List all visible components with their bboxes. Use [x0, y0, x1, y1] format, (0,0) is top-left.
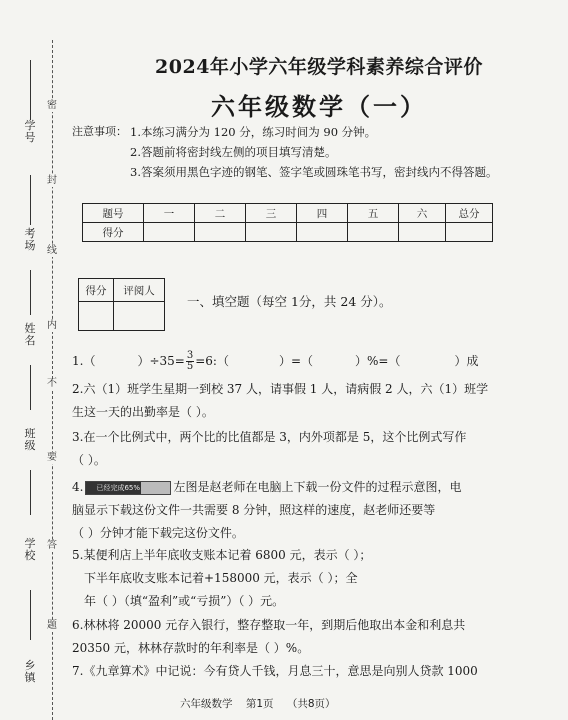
exam-title: 2024年小学六年级学科素养综合评价 [155, 56, 483, 78]
grader-score-cell[interactable] [79, 302, 114, 331]
score-cell[interactable] [297, 223, 348, 242]
question-7: 7.《九章算术》中记说：今有贷人千钱，月息三十，意思是向别人贷款 1000 [72, 664, 478, 678]
score-cell[interactable] [348, 223, 399, 242]
exam-room-label: 考场 [24, 227, 36, 252]
grader-reviewer-header: 评阅人 [114, 279, 165, 302]
section-title: 一、填空题（每空 1分，共 24 分）。 [187, 294, 392, 309]
school-label: 学校 [24, 537, 36, 562]
seal-char: 内 [47, 320, 57, 331]
class-underline [30, 365, 31, 410]
table-header: 总分 [446, 204, 493, 223]
grader-score-header: 得分 [79, 279, 114, 302]
score-table-score-row [83, 223, 493, 242]
exam-subtitle: 六年级数学（一） [211, 92, 427, 121]
question-4: 4. 已经完成65% 左图是赵老师在电脑上下载一份文件的过程示意图，电 脑显示下载这份文件一共需要 8 分钟，照这样的速度，赵老师还要等 （ ）分钟才能下载完这份文件。 [72, 480, 462, 540]
seal-char: 密 [47, 100, 57, 111]
name-underline [30, 270, 31, 315]
question-2: 2.六（1）班学生星期一到校 37 人，请事假 1 人，请病假 2 人，六（1）班学 生这一天的出勤率是（ ）。 [72, 382, 489, 419]
seal-char: 不 [47, 378, 57, 389]
instructions-lead: 注意事项： [72, 125, 127, 138]
table-header: 一 [144, 204, 195, 223]
progress-text: 已经完成65% [96, 483, 141, 492]
table-header: 四 [297, 204, 348, 223]
table-header: 六 [399, 204, 446, 223]
instruction-item: 3.答案须用黑色字迹的钢笔、签字笔或圆珠笔书写，密封线内不得答题。 [130, 165, 498, 179]
seal-char: 答 [47, 540, 57, 551]
grader-table [78, 278, 165, 331]
name-label: 姓名 [24, 322, 36, 347]
class-label: 班级 [24, 427, 36, 452]
room-underline [30, 175, 31, 225]
score-table-header-row [83, 204, 493, 223]
page-footer: 六年级数学 第1页 （共8页） [180, 698, 336, 710]
instruction-item: 2.答题前将密封线左侧的项目填写清楚。 [130, 145, 337, 159]
download-progress-bar [85, 481, 171, 495]
score-row-label: 得分 [83, 223, 144, 242]
table-header: 二 [195, 204, 246, 223]
student-id-label: 学号 [24, 119, 36, 144]
grader-reviewer-cell[interactable] [114, 302, 165, 331]
seal-char: 线 [47, 245, 57, 256]
table-header: 三 [246, 204, 297, 223]
instruction-item: 1.本练习满分为 120 分，练习时间为 90 分钟。 [130, 125, 377, 139]
seal-char: 题 [47, 620, 57, 631]
school-underline [30, 470, 31, 515]
town-underline [30, 590, 31, 640]
table-header: 五 [348, 204, 399, 223]
seal-char: 要 [47, 452, 57, 463]
score-table [82, 203, 493, 242]
instructions [72, 122, 497, 182]
question-3: 3.在一个比例式中，两个比的比值都是 3，内外项都是 5，这个比例式写作 （ ）。 [72, 430, 467, 467]
score-cell[interactable] [195, 223, 246, 242]
question-6: 6.林林将 20000 元存入银行，整存整取一年，到期后他取出本金和利息共 20350 元，林林存款时的年利率是（ ）%。 [72, 618, 466, 655]
id-underline [30, 60, 31, 120]
score-cell[interactable] [246, 223, 297, 242]
score-cell[interactable] [144, 223, 195, 242]
fraction: $\frac{3}{5}$ [186, 350, 194, 372]
seal-char: 封 [47, 175, 57, 186]
question-5: 5.某便利店上半年底收支账本记着 6800 元，表示（ ）； 下半年底收支账本记着+158000 元，表示（ ）；全 年（ ）（填“盈利”或“亏损”）（ ）元。 [72, 548, 372, 608]
town-label: 乡镇 [24, 659, 36, 684]
question-1: 1.（ ）÷35= $\frac{3}{5}$ =6:（ ）=（ ）%=（ ）成 [72, 350, 479, 372]
table-header: 题号 [83, 204, 144, 223]
binding-strip [0, 0, 70, 720]
score-cell[interactable] [446, 223, 493, 242]
score-cell[interactable] [399, 223, 446, 242]
